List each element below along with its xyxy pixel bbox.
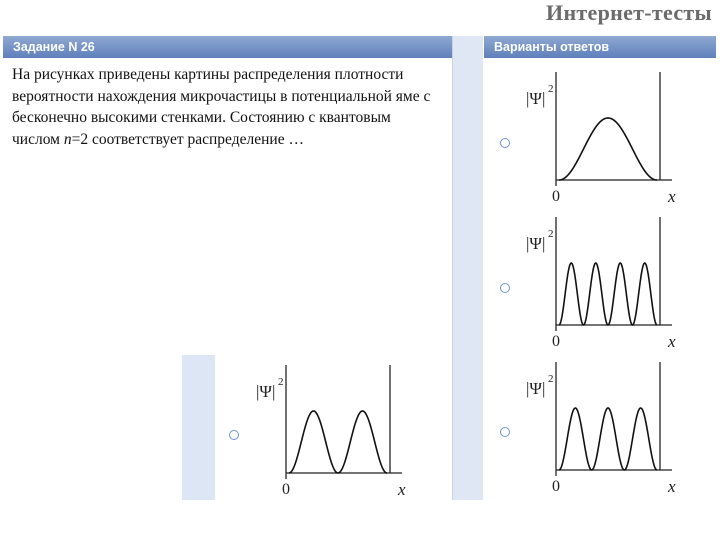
- answer-option-1-graph[interactable]: [518, 72, 698, 207]
- y-axis-label: |Ψ|: [526, 379, 546, 398]
- answer-option-1-radio[interactable]: [500, 138, 510, 148]
- probability-density-curve: [559, 263, 657, 325]
- y-axis-label: |Ψ|: [526, 89, 546, 108]
- answer-option-3-graph[interactable]: [518, 362, 698, 497]
- answer-option-4-highlight: [182, 355, 215, 500]
- x-axis-label: x: [668, 332, 676, 351]
- x-axis-label: x: [398, 480, 406, 499]
- y-axis-label: |Ψ|: [526, 234, 546, 253]
- x-axis-label: x: [668, 477, 676, 496]
- task-number-bar: Задание N 26: [3, 36, 452, 58]
- y-axis-label-exponent: 2: [278, 376, 284, 388]
- question-text-part-2: =2 соответствует распределение …: [71, 130, 304, 148]
- x-axis-label: x: [668, 187, 676, 206]
- y-axis-label: |Ψ|: [256, 382, 276, 401]
- answer-option-4-radio[interactable]: [229, 430, 239, 440]
- answer-option-2-graph[interactable]: [518, 217, 698, 352]
- y-axis-label-exponent: 2: [548, 228, 554, 240]
- probability-density-curve: [559, 118, 657, 180]
- answer-option-3-radio[interactable]: [500, 427, 510, 437]
- probability-density-curve: [289, 411, 387, 473]
- origin-label: 0: [282, 481, 290, 498]
- panel-divider: [453, 36, 483, 500]
- answers-header-bar: Варианты ответов: [484, 36, 716, 58]
- question-text-part-1: На рисунках приведены картины распределения плотности вероятности нахождения микрочастицы в потенциальной яме с бесконечно высокими стенками. Состоянию с квантовым числом: [12, 66, 431, 148]
- question-text: [12, 64, 437, 150]
- origin-label: 0: [552, 333, 560, 350]
- answer-option-2-radio[interactable]: [500, 283, 510, 293]
- answer-option-4-graph[interactable]: [248, 365, 428, 500]
- y-axis-label-exponent: 2: [548, 83, 554, 95]
- origin-label: 0: [552, 478, 560, 495]
- y-axis-label-exponent: 2: [548, 373, 554, 385]
- probability-density-curve: [559, 408, 657, 470]
- site-title: Интернет-тесты: [546, 0, 712, 25]
- quantum-number-symbol: n: [63, 130, 72, 148]
- origin-label: 0: [552, 188, 560, 205]
